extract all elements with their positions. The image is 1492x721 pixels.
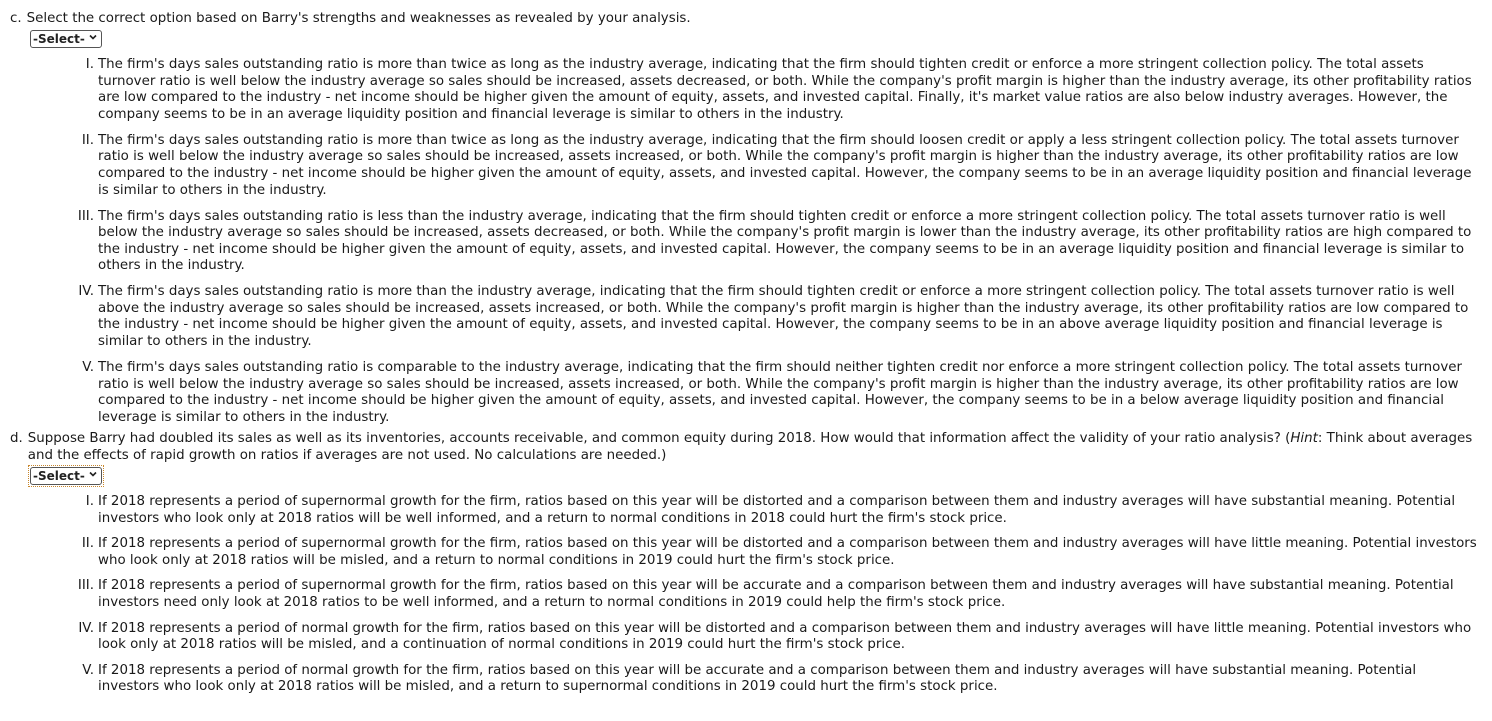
question-c-prompt: Select the correct option based on Barry's strengths and weaknesses as revealed by your analysis.: [26, 11, 691, 26]
question-d-select-wrapper: [29, 466, 103, 486]
option-text: The firm's days sales outstanding ratio is more than twice as long as the industry average, indicating that the firm should tighten credit or enforce a more stringent collection policy. The total assets turnover ratio is well below the industry average so sales should be increased, assets decreased, or both. While the company's profit margin is higher than the industry average, its other profitability ratios are low compared to the industry - net income should be higher given the amount of equity, assets, and invested capital. Finally, it's market value ratios are also below industry averages. However, the company seems to be in an average liquidity position and financial leverage is similar to others in the industry.: [98, 57, 1472, 122]
question-c-answer-select[interactable]: [30, 30, 102, 48]
option-text: The firm's days sales outstanding ratio is less than the industry average, indicating that the firm should tighten credit or enforce a more stringent collection policy. The total assets turnover ratio is well below the industry average so sales should be increased, assets decreased, or both. While the company's profit margin is lower than the industry average, its other profitability ratios are high compared to the industry - net income should be higher given the amount of equity, assets, and invested capital. However, the company seems to be in an average liquidity position and financial leverage is similar to others in the industry.: [98, 208, 1472, 274]
question-d-option: [10, 621, 1480, 654]
question-d-option: [10, 578, 1480, 611]
question-c-option: [10, 133, 1480, 199]
option-text: If 2018 represents a period of supernormal growth for the firm, ratios based on this year will be accurate and a comparison between them and industry averages will have substantial meaning. Potential investors need only look at 2018 ratios to be well informed, and a return to normal conditions in 2019 could help the firm's stock price.: [98, 578, 1454, 610]
option-number: V.: [82, 662, 94, 678]
question-d-prompt: [28, 430, 1480, 464]
option-number: III.: [77, 208, 94, 224]
option-text: The firm's days sales outstanding ratio is more than twice as long as the industry average, indicating that the firm should loosen credit or apply a less stringent collection policy. The total assets turnover ratio is well below the industry average so sales should be increased, assets increased, or both. While the company's profit margin is higher than the industry average, its other profitability ratios are low compared to the industry - net income should be higher given the amount of equity, assets, and invested capital. However, the company seems to be in an average liquidity position and financial leverage is similar to others in the industry.: [98, 132, 1472, 198]
hint-label: Hint: [1290, 431, 1318, 446]
option-text: If 2018 represents a period of normal growth for the firm, ratios based on this year will be distorted and a comparison between them and industry averages will have little meaning. Potential investors who look only at 2018 ratios will be misled, and a continuation of normal conditions in 2019 could hurt the firm's stock price.: [98, 620, 1472, 653]
question-d-prompt-part2: : Think about averages and the effects of rapid growth on ratios if averages are not used. No calculations are needed.): [27, 431, 1473, 463]
question-c-option: [10, 360, 1480, 426]
question-d-prompt-row: [10, 430, 1480, 464]
question-c-options-list: [10, 57, 1480, 426]
option-text: If 2018 represents a period of normal growth for the firm, ratios based on this year will be accurate and a comparison between them and industry averages will have substantial meaning. Potential investors who look only at 2018 ratios will be misled, and a return to supernormal conditions in 2019 could hurt the firm's stock price.: [98, 662, 1417, 695]
option-number: III.: [77, 578, 94, 594]
question-c-select-box: [30, 30, 102, 48]
option-number: II.: [81, 132, 94, 148]
option-text: If 2018 represents a period of supernormal growth for the firm, ratios based on this year will be distorted and a comparison between them and industry averages will have little meaning. Potential investors who look only at 2018 ratios will be misled, and a return to normal conditions in 2019 could hurt the firm's stock price.: [98, 536, 1477, 568]
option-text: The firm's days sales outstanding ratio is comparable to the industry average, indicating that the firm should neither tighten credit nor enforce a more stringent collection policy. The total assets turnover ratio is well below the industry average so sales should be increased, assets increased, or both. While the company's profit margin is higher than the industry average, its other profitability ratios are low compared to the industry - net income should be higher given the amount of equity, assets, and invested capital. However, the company seems to be in a below average liquidity position and financial leverage is similar to others in the industry.: [98, 360, 1462, 425]
question-d-options-list: [10, 494, 1480, 696]
question-d-option: [10, 663, 1480, 696]
option-number: IV.: [78, 620, 94, 636]
question-d-answer-select[interactable]: [30, 467, 102, 485]
question-d-select-box: [30, 467, 102, 485]
option-number: I.: [85, 57, 94, 72]
question-c-prompt-row: [10, 10, 1480, 27]
question-d-option: [10, 494, 1480, 527]
question-c-option: [10, 57, 1480, 123]
question-d-option: [10, 536, 1480, 569]
question-c-option: [10, 284, 1480, 350]
option-text: If 2018 represents a period of supernormal growth for the firm, ratios based on this year will be distorted and a comparison between them and industry averages will have substantial meaning. Potential investors who look only at 2018 ratios will be well informed, and a return to normal conditions in 2018 could hurt the firm's stock price.: [98, 494, 1456, 526]
option-number: II.: [81, 536, 94, 552]
option-number: IV.: [78, 284, 94, 300]
option-number: V.: [82, 360, 94, 376]
question-d: [10, 430, 1480, 705]
option-number: I.: [85, 494, 94, 509]
option-text: The firm's days sales outstanding ratio is more than the industry average, indicating that the firm should tighten credit or enforce a more stringent collection policy. The total assets turnover ratio is well above the industry average so sales should be increased, assets increased, or both. While the company's profit margin is higher than the industry average, its other profitability ratios are low compared to the industry - net income should be higher given the amount of equity, assets, and invested capital. However, the company seems to be in an above average liquidity position and financial leverage is similar to others in the industry.: [98, 284, 1469, 350]
question-c-select-wrapper: [29, 29, 103, 49]
question-d-letter: d.: [10, 431, 23, 446]
question-c-letter: c.: [10, 11, 22, 26]
question-c: [10, 10, 1480, 436]
question-d-prompt-part1: Suppose Barry had doubled its sales as well as its inventories, accounts receivable, and common equity during 2018. How would that information affect the validity of your ratio analysis? (: [27, 431, 1291, 446]
question-c-option: [10, 209, 1480, 275]
